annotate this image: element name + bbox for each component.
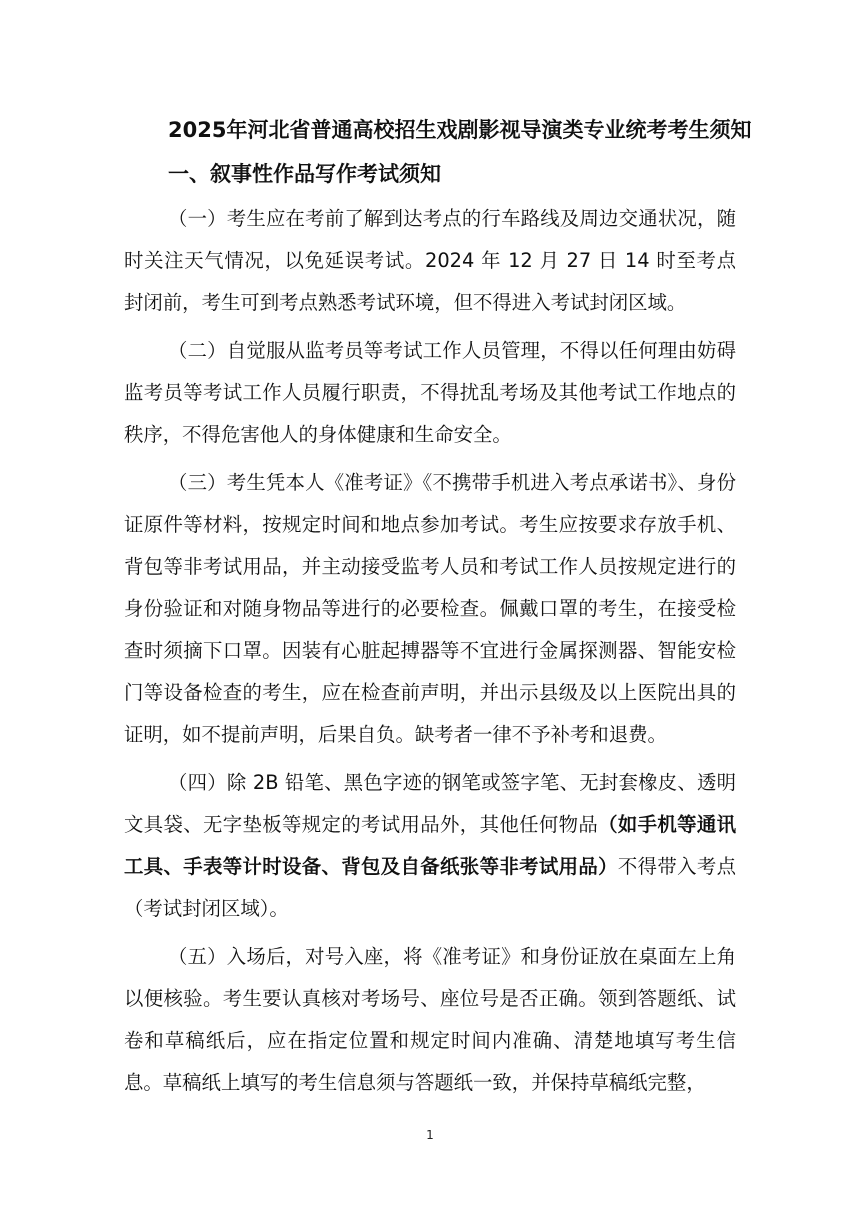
page-number: 1 bbox=[426, 1128, 434, 1142]
paragraph-4-bold-items: （如手机等通讯工具、手表等计时设备、背包及自备纸张等非考试用品） bbox=[124, 813, 737, 878]
document-title: 2025年河北省普通高校招生戏剧影视导演类专业统考考生须知 bbox=[168, 118, 752, 142]
paragraph-4-text-after: 不得带入考点（考试封闭区域）。 bbox=[124, 855, 737, 920]
document-content bbox=[124, 112, 752, 1104]
paragraph-4-text-before: （四）除 2B 铅笔、黑色字迹的钢笔或签字笔、无封套橡皮、透明文具袋、无字垫板等规定的考试用品外，其他任何物品 bbox=[124, 771, 736, 836]
paragraph-5: （五）入场后，对号入座，将《准考证》和身份证放在桌面左上角以便核验。考生要认真核对考场号、座位号是否正确。领到答题纸、试卷和草稿纸后，应在指定位置和规定时间内准确、清楚地填写考生信息。草稿纸上填写的考生信息须与答题纸一致，并保持草稿纸完整， bbox=[124, 945, 736, 1094]
section-heading: 一、叙事性作品写作考试须知 bbox=[168, 162, 441, 186]
paragraph-4 bbox=[124, 762, 736, 930]
paragraph-1: （一）考生应在考前了解到达考点的行车路线及周边交通状况，随时关注天气情况，以免延误考试。2024 年 12 月 27 日 14 时至考点封闭前，考生可到考点熟悉考试环境，但不得进入考试封闭区域。 bbox=[124, 207, 736, 314]
paragraph-3: （三）考生凭本人《准考证》《不携带手机进入考点承诺书》、身份证原件等材料，按规定时间和地点参加考试。考生应按要求存放手机、背包等非考试用品，并主动接受监考人员和考试工作人员按规定进行的身份验证和对随身物品等进行的必要检查。佩戴口罩的考生，在接受检查时须摘下口罩。因装有心脏起搏器等不宜进行金属探测器、智能安检门等设备检查的考生，应在检查前声明，并出示县级及以上医院出具的证明，如不提前声明，后果自负。缺考者一律不予补考和退费。 bbox=[124, 471, 736, 746]
paragraph-2: （二）自觉服从监考员等考试工作人员管理，不得以任何理由妨碍监考员等考试工作人员履行职责，不得扰乱考场及其他考试工作地点的秩序，不得危害他人的身体健康和生命安全。 bbox=[124, 339, 736, 446]
